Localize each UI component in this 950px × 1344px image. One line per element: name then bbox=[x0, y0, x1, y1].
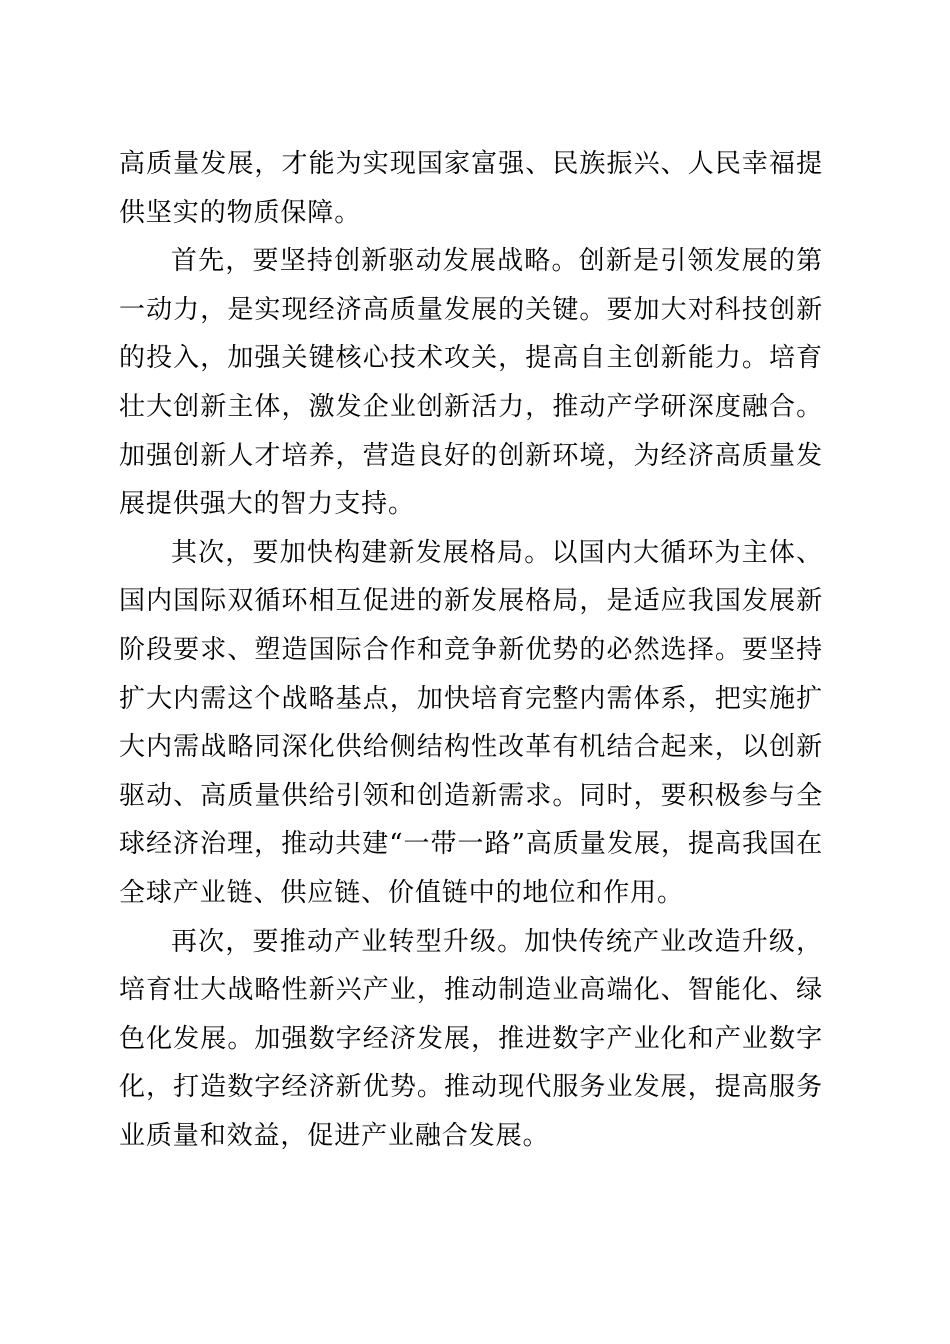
paragraph-development-pattern: 其次，要加快构建新发展格局。以国内大循环为主体、国内国际双循环相互促进的新发展格局，是适应我国发展新阶段要求、塑造国际合作和竞争新优势的必然选择。要坚持扩大内需这个战略基点，加快培育完整内需体系，把实施扩大内需战略同深化供给侧结构性改革有机结合起来，以创新驱动、高质量供给引领和创造新需求。同时，要积极参与全球经济治理，推动共建“一带一路”高质量发展，提高我国在全球产业链、供应链、价值链中的地位和作用。 bbox=[119, 537, 823, 908]
body-text bbox=[119, 140, 823, 1160]
paragraph-industry-upgrade: 再次，要推动产业转型升级。加快传统产业改造升级，培育壮大战略性新兴产业，推动制造业高端化、智能化、绿色化发展。加强数字经济发展，推进数字产业化和产业数字化，打造数字经济新优势。推动现代服务业发展，提高服务业质量和效益，促进产业融合发展。 bbox=[119, 926, 823, 1151]
paragraph-innovation: 首先，要坚持创新驱动发展战略。创新是引领发展的第一动力，是实现经济高质量发展的关键。要加大对科技创新的投入，加强关键核心技术攻关，提高自主创新能力。培育壮大创新主体，激发企业创新活力，推动产学研深度融合。加强创新人才培养，营造良好的创新环境，为经济高质量发展提供强大的智力支持。 bbox=[119, 246, 823, 520]
paragraph-continuation: 高质量发展，才能为实现国家富强、民族振兴、人民幸福提供坚实的物质保障。 bbox=[119, 149, 823, 228]
